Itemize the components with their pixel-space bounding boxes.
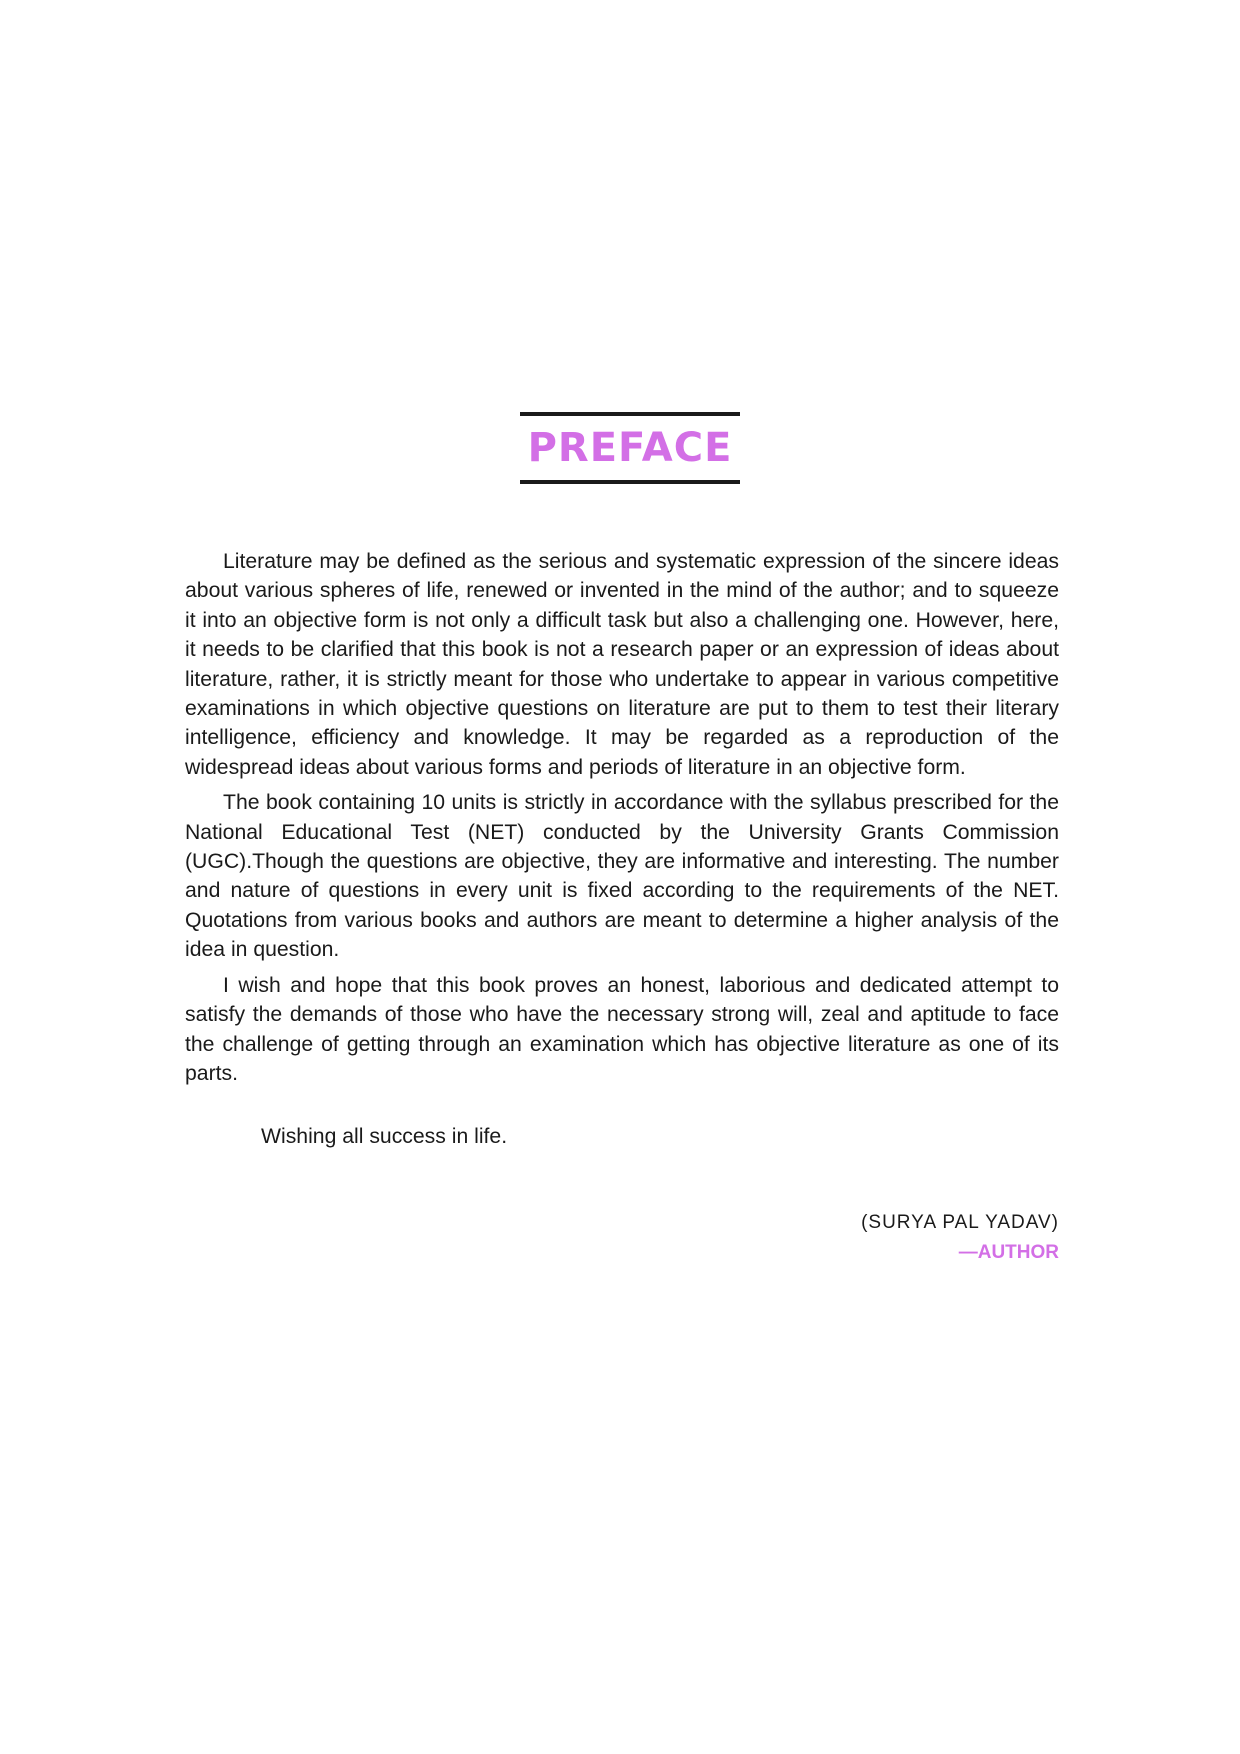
paragraph-2: The book containing 10 units is strictly in accordance with the syllabus prescribed for the National Educational Test (NET) conducted by the University Grants Commission (UGC).Though the questions are objective, they are informative and interesting. The number and nature of questions in every unit is fixed according to the requirements of the NET. Quotations from various books and authors are meant to determine a higher analysis of the idea in question. [185, 791, 1059, 962]
title-block [520, 412, 740, 484]
signature-block [861, 1208, 1059, 1268]
paragraph-3: I wish and hope that this book proves an honest, laborious and dedicated attempt to satisfy the demands of those who have the necessary strong will, zeal and aptitude to face the challenge of getting through an examination which has objective literature as one of its parts. [185, 973, 1059, 1085]
author-role: —AUTHOR [958, 1242, 1059, 1263]
closing-line: Wishing all success in life. [261, 1125, 508, 1148]
preface-body [185, 547, 1059, 1094]
author-name: (SURYA PAL YADAV) [861, 1212, 1059, 1233]
paragraph-1: Literature may be defined as the serious and systematic expression of the sincere ideas about various spheres of life, renewed or invented in the mind of the author; and to squeeze it into an objective form is not only a difficult task but also a challenging one. However, here, it needs to be clarified that this book is not a research paper or an expression of ideas about literature, rather, it is strictly meant for those who undertake to appear in various competitive examinations in which objective questions on literature are put to them to test their literary intelligence, efficiency and knowledge. It may be regarded as a reproduction of the widespread ideas about various forms and periods of literature in an objective form. [185, 550, 1059, 779]
page-title: PREFACE [527, 425, 733, 471]
